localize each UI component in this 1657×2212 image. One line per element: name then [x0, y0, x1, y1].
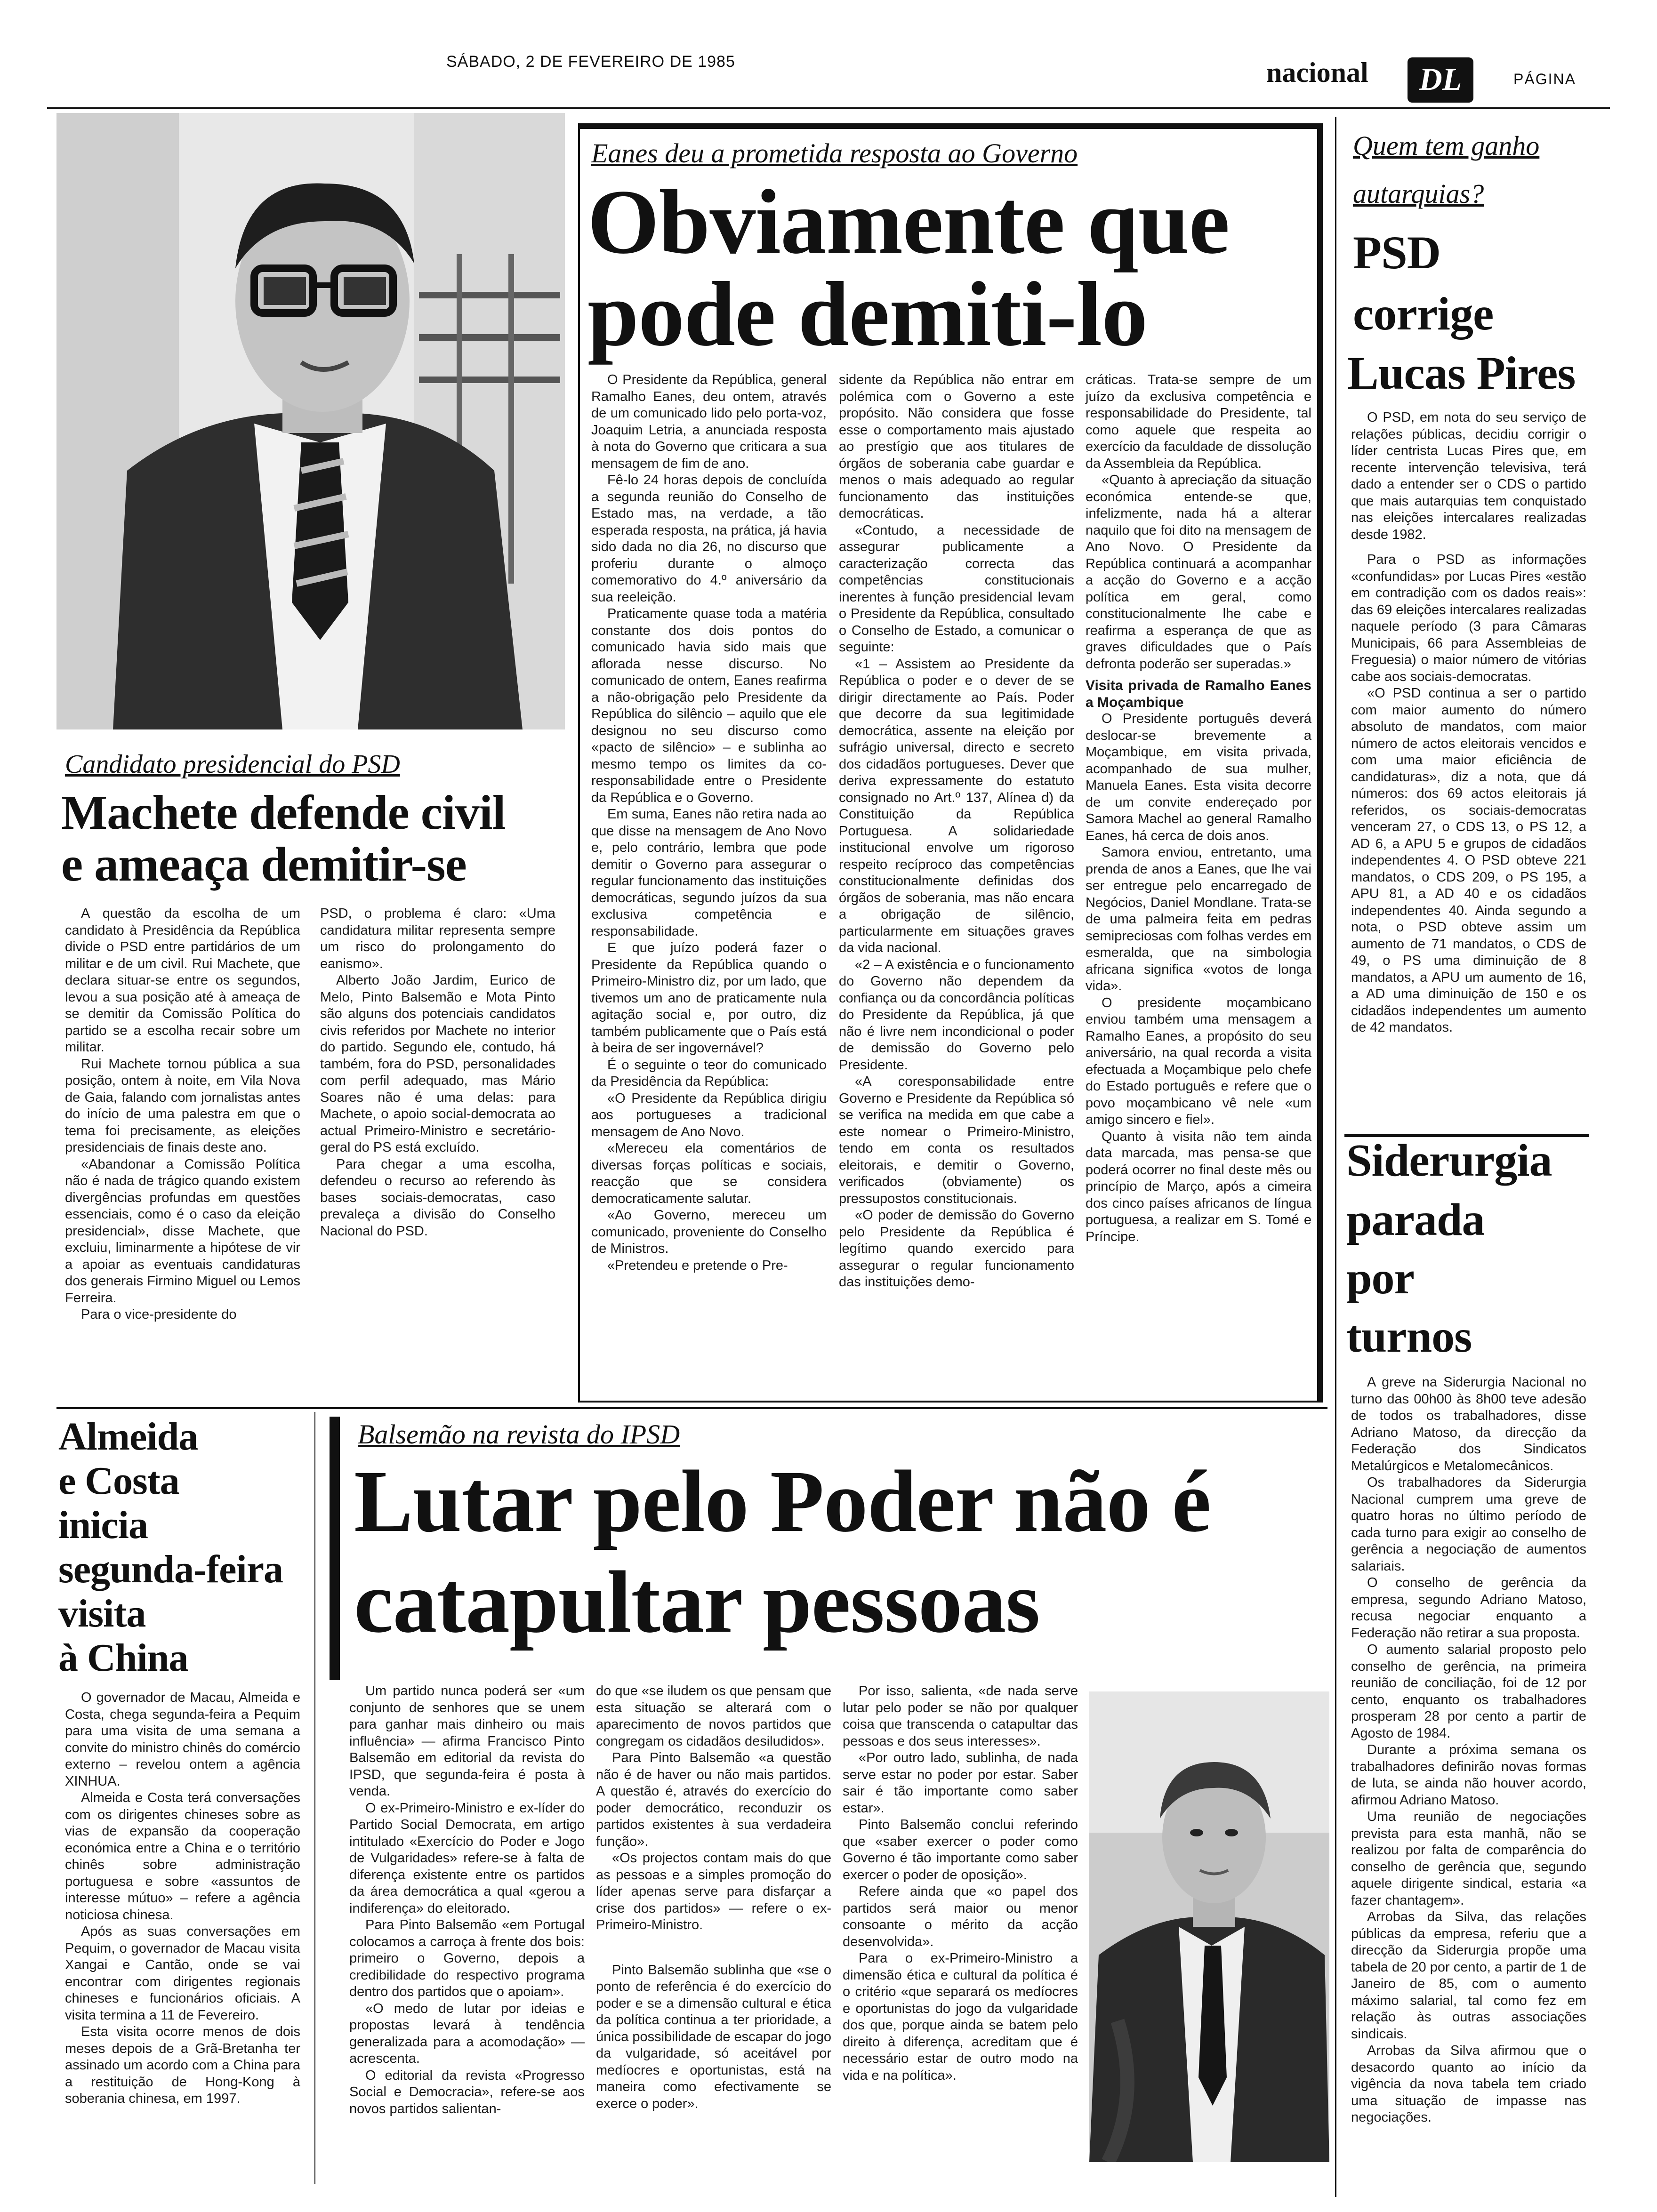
paragraph: Alberto João Jardim, Eurico de Melo, Pinto Balsemão e Mota Pinto são alguns dos potenciais candidatos civis referidos por Machete no interior do partido. Segundo ele, contudo, há também, fora do PSD, personalidades com perfil adequado, mas Mário Soares não é uma delas: para Machete, o apoio social-democrata ao actual Primeiro-Ministro e secretário-geral do PS está excluído. — [320, 973, 555, 1155]
paragraph: Arrobas da Silva, das relações públicas da empresa, referiu que a direcção da Siderurgia propõe uma tabela de 20 por cento, a partir de 1 de Janeiro de 85, com o aumento máximo salarial, tal como fez em relação às outras associações sindicais. — [1351, 1909, 1586, 2042]
siderurgia-title-line2: parada — [1346, 1194, 1485, 1245]
paragraph: do que «se iludem os que pensam que esta situação se alterará com o aparecimento de novos partidos que congregam os cidadãos desiludidos». — [596, 1683, 831, 1749]
paragraph: Arrobas da Silva afirmou que o desacordo quanto ao início da vigência da nova tabela tem criado uma situação de impasse nas negociações. — [1351, 2043, 1586, 2125]
eanes-title-line1: Obviamente que — [587, 171, 1230, 273]
paragraph: Durante a próxima semana os trabalhadores definirão novas formas de luta, se ainda não houver acordo, afirmou Adriano Matoso. — [1351, 1742, 1586, 1808]
paragraph: Em suma, Eanes não retira nada ao que disse na mensagem de Ano Novo e, pelo contrário, lembra que pode demitir o Governo para assegurar o regular funcionamento das instituições democráticas, segundo juízos da sua exclusiva competência e responsabilidade. — [591, 807, 827, 939]
machete-photo — [56, 113, 565, 729]
paragraph: «O PSD continua a ser o partido com maior aumento do número absoluto de mandatos, com maior número de actos eleitorais vencidos e com uma maior eficiência de candidaturas», diz a nota, que dá números: dos 69 actos eleitorais já referidos, os sociais-democratas venceram 27, o CDS 13, o PS 12, a AD 6, a APU 5 e grupos de cidadãos independentes 4. O PSD obteve 221 mandatos, o CDS 209, o PS 195, a APU 81, a AD 40 e os cidadãos independentes 40. Ainda segundo a nota, o PSD obteve assim um aumento de 71 mandatos, o CDS de 49, o PS uma diminuição de 8 mandatos, a APU um aumento de 16, a AD uma diminuição de 150 e os cidadãos independentes um aumento de 42 mandatos. — [1351, 686, 1586, 1035]
paragraph: «1 – Assistem ao Presidente da República o poder e o dever de se dirigir directamente ao País. Poder que decorre da sua legitimidade democrática, assente na eleição por sufrágio universal, directo e secreto dos cidadãos portugueses. Dever que deriva expressamente do estatuto consignado no Art.º 137, Alínea d) da Constituição da República Portuguesa. A solidariedade institucional envolve um rigoroso respeito recíproco das competências constitucionalmente definidas dos órgãos de soberania, mas não encara a obrigação de silêncio, particularmente em situações graves da vida nacional. — [839, 656, 1074, 955]
machete-column-2 — [320, 906, 555, 1376]
paragraph: Samora enviou, entretanto, uma prenda de anos a Eanes, que lhe vai ser entregue pelo encarregado de Negócios, Daniel Mondlane. Trata-se de uma palmeira feita em pedras semipreciosas com folhas verdes em esmeralda, que na simbologia africana significa «votos de longa vida». — [1086, 845, 1311, 994]
paragraph: «Por outro lado, sublinha, de nada serve estar no poder por estar. Saber sair é tão importante como saber estar». — [843, 1750, 1078, 1816]
machete-column-1 — [65, 906, 300, 1376]
paragraph: E que juízo poderá fazer o Presidente da República quando o Primeiro-Ministro diz, por um lado, que tivemos um ano de praticamente nula agitação social e, por outro, diz também publicamente que o País está à beira de ser ingovernável? — [591, 940, 827, 1056]
left-bottom-rule — [314, 1412, 315, 2184]
paragraph: «Abandonar a Comissão Política não é nada de trágico quando existem divergências profundas em questões essenciais, como é o caso da eleição presidencial», disse Machete, que excluiu, liminarmente a hipótese de vir a apoiar as eventuais candidaturas dos generais Firmino Miguel ou Lemos Ferreira. — [65, 1156, 300, 1306]
psd-kicker-line1: Quem tem ganho — [1353, 130, 1540, 161]
machete-kicker: Candidato presidencial do PSD — [65, 750, 400, 779]
almeida-title-line4: segunda-feira — [58, 1547, 283, 1591]
paragraph: O Presidente português deverá deslocar-se brevemente a Moçambique, em visita privada, acompanhado de sua mulher, Manuela Eanes. Esta visita decorre de um convite endereçado por Samora Machel ao general Ramalho Eanes, há cerca de dois anos. — [1086, 711, 1311, 843]
balsemao-column-1 — [349, 1683, 585, 2201]
eanes-kicker: Eanes deu a prometida resposta ao Governo — [591, 138, 1078, 168]
balsemao-title-line2: catapultar pessoas — [354, 1553, 1040, 1651]
paragraph: «2 – A existência e o funcionamento do Governo não dependem da confiança ou da concordância políticas do Presidente da República, já que não é livre nem incondicional o poder de demissão do Governo pelo Presidente. — [839, 957, 1074, 1073]
section-label: nacional — [1266, 57, 1368, 88]
balsemao-photo — [1089, 1691, 1329, 2162]
siderurgia-title-line1: Siderurgia — [1346, 1135, 1552, 1186]
paragraph: sidente da República não entrar em polémica com o Governo a este propósito. Não considera que fosse esse o comportamento mais ajustado ao prestígio que aos titulares de órgãos de soberania cabe guardar e menos o mais adequado ao regular funcionamento das instituições democráticas. — [839, 372, 1074, 521]
paragraph: Os trabalhadores da Siderurgia Nacional cumprem uma greve de quatro horas no último período de cada turno para exigir ao conselho de gerência a negociação de aumentos salariais. — [1351, 1475, 1586, 1574]
mid-page-rule — [56, 1407, 1327, 1409]
paragraph: «Ao Governo, mereceu um comunicado, proveniente do Conselho de Ministros. — [591, 1208, 827, 1256]
siderurgia-column — [1351, 1374, 1586, 2193]
paragraph: O Presidente da República, general Ramalho Eanes, deu ontem, através de um comunicado lido pelo porta-voz, Joaquim Letria, a anunciada resposta à nota do Governo que criticara a sua mensagem de fim de ano. — [591, 372, 827, 471]
paragraph: Almeida e Costa terá conversações com os dirigentes chineses sobre as vias de expansão da cooperação económica entre a China e o território chinês sobre administração portuguesa e sobre «assuntos de interesse mútuo» – refere a agência noticiosa chinesa. — [65, 1790, 300, 1923]
paragraph: A questão da escolha de um candidato à Presidência da República divide o PSD entre partidários de um militar e de um civil. Rui Machete, que declara situar-se entre os segundos, levou a sua posição até à ameaça de se demitir da Comissão Política do partido se a escolha recair sobre um militar. — [65, 906, 300, 1055]
paragraph: O aumento salarial proposto pelo conselho de gerência, na primeira reunião de conciliação, foi de 12 por cento, enquanto os trabalhadores prosperam 28 por cento a partir de Agosto de 1984. — [1351, 1642, 1586, 1741]
psd-title-line1: PSD — [1353, 226, 1440, 279]
almeida-title-line5: visita — [58, 1592, 146, 1635]
balsemao-column-3 — [843, 1683, 1078, 2201]
paragraph: Após as suas conversações em Pequim, o governador de Macau visita Xangai e Cantão, onde se vai encontrar com dirigentes regionais chineses e funcionários oficiais. A visita termina a 11 de Fevereiro. — [65, 1924, 300, 2023]
eanes-column-3 — [1086, 372, 1311, 1398]
eanes-column-2 — [839, 372, 1074, 1398]
balsemao-title-line1: Lutar pelo Poder não é — [354, 1452, 1211, 1550]
siderurgia-title-line3: por — [1346, 1253, 1414, 1304]
paragraph: Um partido nunca poderá ser «um conjunto de senhores que se unem para ganhar mais dinheiro ou mais influência» — afirma Francisco Pinto Balsemão em editorial da revista do IPSD, que segunda-feira é posta à venda. — [349, 1683, 585, 1799]
almeida-title-line6: à China — [58, 1636, 188, 1680]
paragraph: «O Presidente da República dirigiu aos portugueses a tradicional mensagem de Ano Novo. — [591, 1090, 827, 1139]
paragraph: Rui Machete tornou pública a sua posição, ontem à noite, em Vila Nova de Gaia, falando com jornalistas antes do início de uma palestra em que o tema foi precisamente, as eleições presidenciais de finais deste ano. — [65, 1056, 300, 1155]
eanes-column-1 — [591, 372, 827, 1398]
paragraph: Para o PSD as informações «confundidas» por Lucas Pires «estão em contradição com os dados reais»: das 69 eleições intercalares realizadas naquele período (3 para Câmaras Municipais, 66 para Assembleias de Freguesia) o maior número de vitórias cabe aos sociais-democratas. — [1351, 552, 1586, 684]
psd-kicker-line2: autarquias? — [1353, 178, 1484, 209]
paragraph: Para Pinto Balsemão «a questão não é de haver ou não mais partidos. A questão é, através do exercício do poder democrático, reconduzir os partidos existentes à sua verdadeira função». — [596, 1750, 831, 1849]
paragraph: O governador de Macau, Almeida e Costa, chega segunda-feira a Pequim para uma visita de uma semana a convite do ministro chinês do comércio externo – revelou ontem a agência XINHUA. — [65, 1690, 300, 1789]
right-column-rule — [1335, 117, 1336, 2197]
date-line: SÁBADO, 2 DE FEVEREIRO DE 1985 — [446, 53, 735, 71]
psd-title-line3: Lucas Pires — [1347, 347, 1576, 399]
paragraph: «Os projectos contam mais do que as pessoas e a simples promoção do líder apenas serve para disfarçar a crise dos partidos» — refere o ex-Primeiro-Ministro. — [596, 1851, 831, 1932]
siderurgia-title-line4: turnos — [1346, 1311, 1472, 1362]
paragraph: A greve na Siderurgia Nacional no turno das 00h00 às 8h00 teve adesão de todos os trabalhadores, disse Adriano Matoso, da direcção da Federação dos Sindicatos Metalúrgicos e Metalomecânicos. — [1351, 1375, 1586, 1474]
eanes-title-line2: pode demiti-lo — [587, 263, 1148, 365]
paragraph: Esta visita ocorre menos de dois meses depois de a Grã-Bretanha ter assinado um acordo com a China para a restituição de Hong-Kong à soberania chinesa, em 1997. — [65, 2024, 300, 2106]
paragraph: Praticamente quase toda a matéria constante dos dois pontos do comunicado havia sido mais que aflorada nesse discurso. No comunicado de ontem, Eanes reafirma a não-obrigação pelo Presidente da República do silêncio – aquilo que ele designou no seu discurso como «pacto de silêncio» – e sublinha ao mesmo tempo os limites da co-responsabilidade entre o Presidente da República e o Governo. — [591, 606, 827, 805]
paragraph: Pinto Balsemão sublinha que «se o ponto de referência é do exercício do poder e se a dimensão cultural e ética da política continua a ter prioridade, a única possibilidade de escapar do jogo da vulgaridade, só aceitável por medíocres e oportunistas, está na maneira como efectivamente se exerce o poder». — [596, 1962, 831, 2111]
machete-title-line1: Machete defende civil — [61, 785, 506, 840]
machete-title-line2: e ameaça demitir-se — [61, 837, 467, 891]
paragraph: Para Pinto Balsemão «em Portugal colocamos a carroça à frente dos bois: primeiro o Governo, depois a credibilidade do respectivo programa dentro dos partidos que o apoiam». — [349, 1917, 585, 1999]
paragraph: É o seguinte o teor do comunicado da Presidência da República: — [591, 1057, 827, 1089]
paragraph: O presidente moçambicano enviou também uma mensagem a Ramalho Eanes, a propósito do seu aniversário, na qual recorda a visita efectuada a Moçambique pelo chefe do Estado português e refere que o povo moçambicano vê nele «um amigo sincero e fiel». — [1086, 995, 1311, 1127]
balsemao-kicker: Balsemão na revista do IPSD — [358, 1419, 680, 1450]
paragraph: Fê-lo 24 horas depois de concluída a segunda reunião do Conselho de Estado mas, na verdade, a tão esperada resposta, na prática, já havia sido dada no dia 26, no discurso que proferiu durante o almoço comemorativo do 4.º aniversário da sua reeleição. — [591, 473, 827, 605]
paragraph: «Quanto à apreciação da situação económica entende-se que, infelizmente, nada há a alterar naquilo que foi dito na mensagem de Ano Novo. O Presidente da República continuará a acompanhar a acção do Governo e a acção política em geral, como constitucionalmente lhe cabe e reafirma a esperança de que as graves dificuldades que o País defronta poderão ser superadas.» — [1086, 473, 1311, 672]
paragraph: O ex-Primeiro-Ministro e ex-líder do Partido Social Democrata, em artigo intitulado «Exercício do Poder e Jogo de Vulgaridades» refere-se à falta de diferença existente entre os partidos da área democrática a qual «gerou a indiferença» do eleitorado. — [349, 1800, 585, 1916]
mozambique-subhead: Visita privada de Ramalho Eanes a Moçambique — [1086, 678, 1311, 710]
psd-title-line2: corrige — [1353, 288, 1494, 340]
paragraph: Uma reunião de negociações prevista para esta manhã, não se realizou por falta de comparência do conselho de gerência que, segundo aquele dirigente sindical, estaria «a fazer chantagem». — [1351, 1809, 1586, 1908]
paragraph: O editorial da revista «Progresso Social e Democracia», refere-se aos novos partidos salientan- — [349, 2068, 585, 2116]
newspaper-logo: DL — [1408, 57, 1473, 103]
paragraph: «Mereceu ela comentários de diversas forças políticas e sociais, reacção que se considera democraticamente salutar. — [591, 1141, 827, 1206]
almeida-title-line2: e Costa — [58, 1459, 179, 1503]
paragraph: Para chegar a uma escolha, defendeu o recurso ao referendo às bases sociais-democratas, caso prevaleça a divisão do Conselho Nacional do PSD. — [320, 1156, 555, 1239]
paragraph: O PSD, em nota do seu serviço de relações públicas, decidiu corrigir o líder centrista Lucas Pires que, em recente intervenção televisiva, terá dado a entender ser o CDS o partido que mais autarquias tem conquistado nas eleições intercalares realizadas desde 1982. — [1351, 410, 1586, 542]
paragraph: «A coresponsabilidade entre Governo e Presidente da República só se verifica na medida em que cabe a este nomear o Primeiro-Ministro, tendo em conta os resultados eleitorais, e demitir o Governo, verificados (obviamente) os pressupostos constitucionais. — [839, 1074, 1074, 1206]
page-label: PÁGINA — [1513, 71, 1576, 88]
paragraph: Refere ainda que «o papel dos partidos será maior ou menor consoante o mérito da acção desenvolvida». — [843, 1884, 1078, 1949]
paragraph: «O medo de lutar por ideias e propostas levará à tendência generalizada para a acomodação» — acrescenta. — [349, 2001, 585, 2066]
almeida-column — [65, 1690, 300, 2198]
paragraph: Pinto Balsemão conclui referindo que «saber exercer o poder como Governo é tão importante como saber exercer o poder de oposição». — [843, 1817, 1078, 1883]
paragraph: Quanto à visita não tem ainda data marcada, mas pensa-se que poderá ocorrer no final deste mês ou princípio de Março, após a cimeira dos cinco países africanos de língua portuguesa, a realizar em S. Tomé e Príncipe. — [1086, 1129, 1311, 1244]
almeida-title-line1: Almeida — [58, 1415, 198, 1459]
psd-column — [1351, 409, 1586, 1139]
paragraph: «Pretendeu e pretende o Pre- — [607, 1258, 788, 1273]
almeida-title-line3: inicia — [58, 1503, 148, 1547]
paragraph: cráticas. Trata-se sempre de um juízo da exclusiva competência e responsabilidade do Presidente, tal como aquele que respeita ao exercício da faculdade de dissolução da Assembleia da República. — [1086, 372, 1311, 471]
paragraph: O conselho de gerência da empresa, segundo Adriano Matoso, recusa negociar enquanto a Federação não retirar a sua proposta. — [1351, 1575, 1586, 1641]
paragraph: Para o vice-presidente do — [81, 1307, 237, 1322]
balsemao-column-2 — [596, 1683, 831, 2201]
paragraph: PSD, o problema é claro: «Uma candidatura militar representa sempre um risco do prolongamento do eanismo». — [320, 906, 555, 971]
paragraph: «Contudo, a necessidade de assegurar publicamente a caracterização correcta das competências constitucionais inerentes à função presidencial levam o Presidente da República, consultado o Conselho de Estado, a comunicar o seguinte: — [839, 522, 1074, 655]
paragraph: «O poder de demissão do Governo pelo Presidente da República é legítimo quando exercido para assegurar o regular funcionamento das instituições demo- — [839, 1208, 1074, 1290]
paragraph: Por isso, salienta, «de nada serve lutar pelo poder se não por qualquer coisa que transcenda o catapultar das pessoas e dos seus interesses». — [843, 1683, 1078, 1749]
balsemao-side-rule — [330, 1417, 340, 1680]
header-rule — [47, 107, 1610, 109]
paragraph: Para o ex-Primeiro-Ministro a dimensão ética e cultural da política é o critério «que separará os medíocres e oportunistas do jogo da vulgaridade dos que, porque ainda se batem pelo direito à diferença, acreditam que é necessário estar de outro modo na vida e na política». — [843, 1951, 1078, 2083]
